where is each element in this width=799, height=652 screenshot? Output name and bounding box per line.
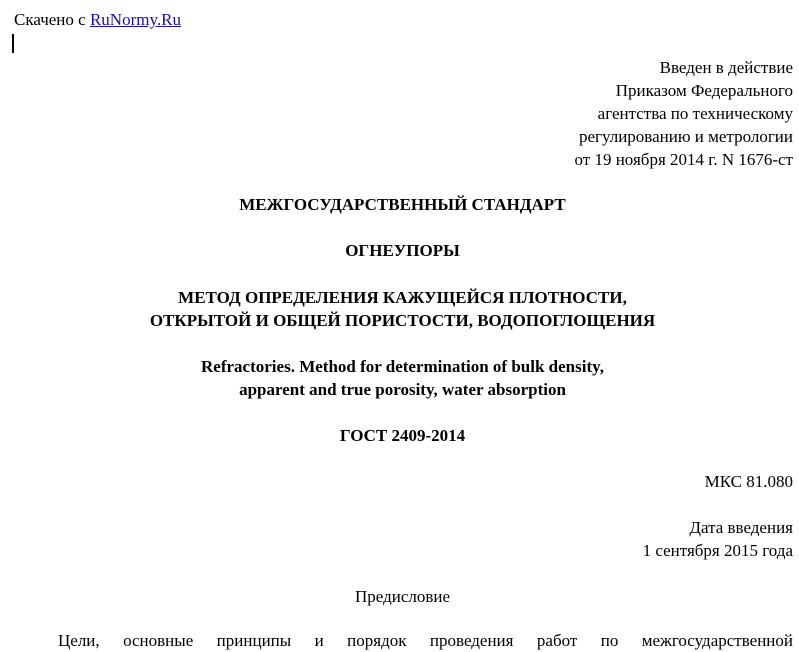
title-en-line-2: apparent and true porosity, water absorption — [239, 380, 566, 399]
intro-date-value: 1 сентября 2015 года — [642, 541, 793, 560]
enacted-line-5: от 19 ноября 2014 г. N 1676-ст — [574, 150, 793, 169]
subject-heading: ОГНЕУПОРЫ — [345, 241, 460, 260]
enacted-line-1: Введен в действие — [659, 58, 793, 77]
title-en-line-1: Refractories. Method for determination of bulk density, — [201, 357, 604, 376]
title-ru-line-1: МЕТОД ОПРЕДЕЛЕНИЯ КАЖУЩЕЙСЯ ПЛОТНОСТИ, — [178, 288, 627, 307]
text-cursor — [12, 34, 14, 53]
source-line — [14, 9, 181, 31]
enacted-line-3: агентства по техническому — [597, 104, 793, 123]
foreword-first-line: Цели, основные принципы и порядок проведения работ по межгосударственной — [58, 631, 793, 650]
source-prefix: Скачено с — [14, 10, 90, 29]
foreword-heading: Предисловие — [354, 587, 451, 606]
intro-date-label: Дата введения — [689, 518, 793, 537]
enacted-line-4: регулированию и метрологии — [578, 127, 793, 146]
source-link[interactable]: RuNormy.Ru — [89, 10, 181, 29]
enacted-line-2: Приказом Федерального — [615, 81, 793, 100]
gost-number: ГОСТ 2409-2014 — [339, 426, 466, 445]
title-ru-line-2: ОТКРЫТОЙ И ОБЩЕЙ ПОРИСТОСТИ, ВОДОПОГЛОЩЕНИЯ — [149, 311, 656, 330]
standard-type-heading: МЕЖГОСУДАРСТВЕННЫЙ СТАНДАРТ — [239, 195, 566, 214]
mks-code: МКС 81.080 — [704, 472, 793, 491]
